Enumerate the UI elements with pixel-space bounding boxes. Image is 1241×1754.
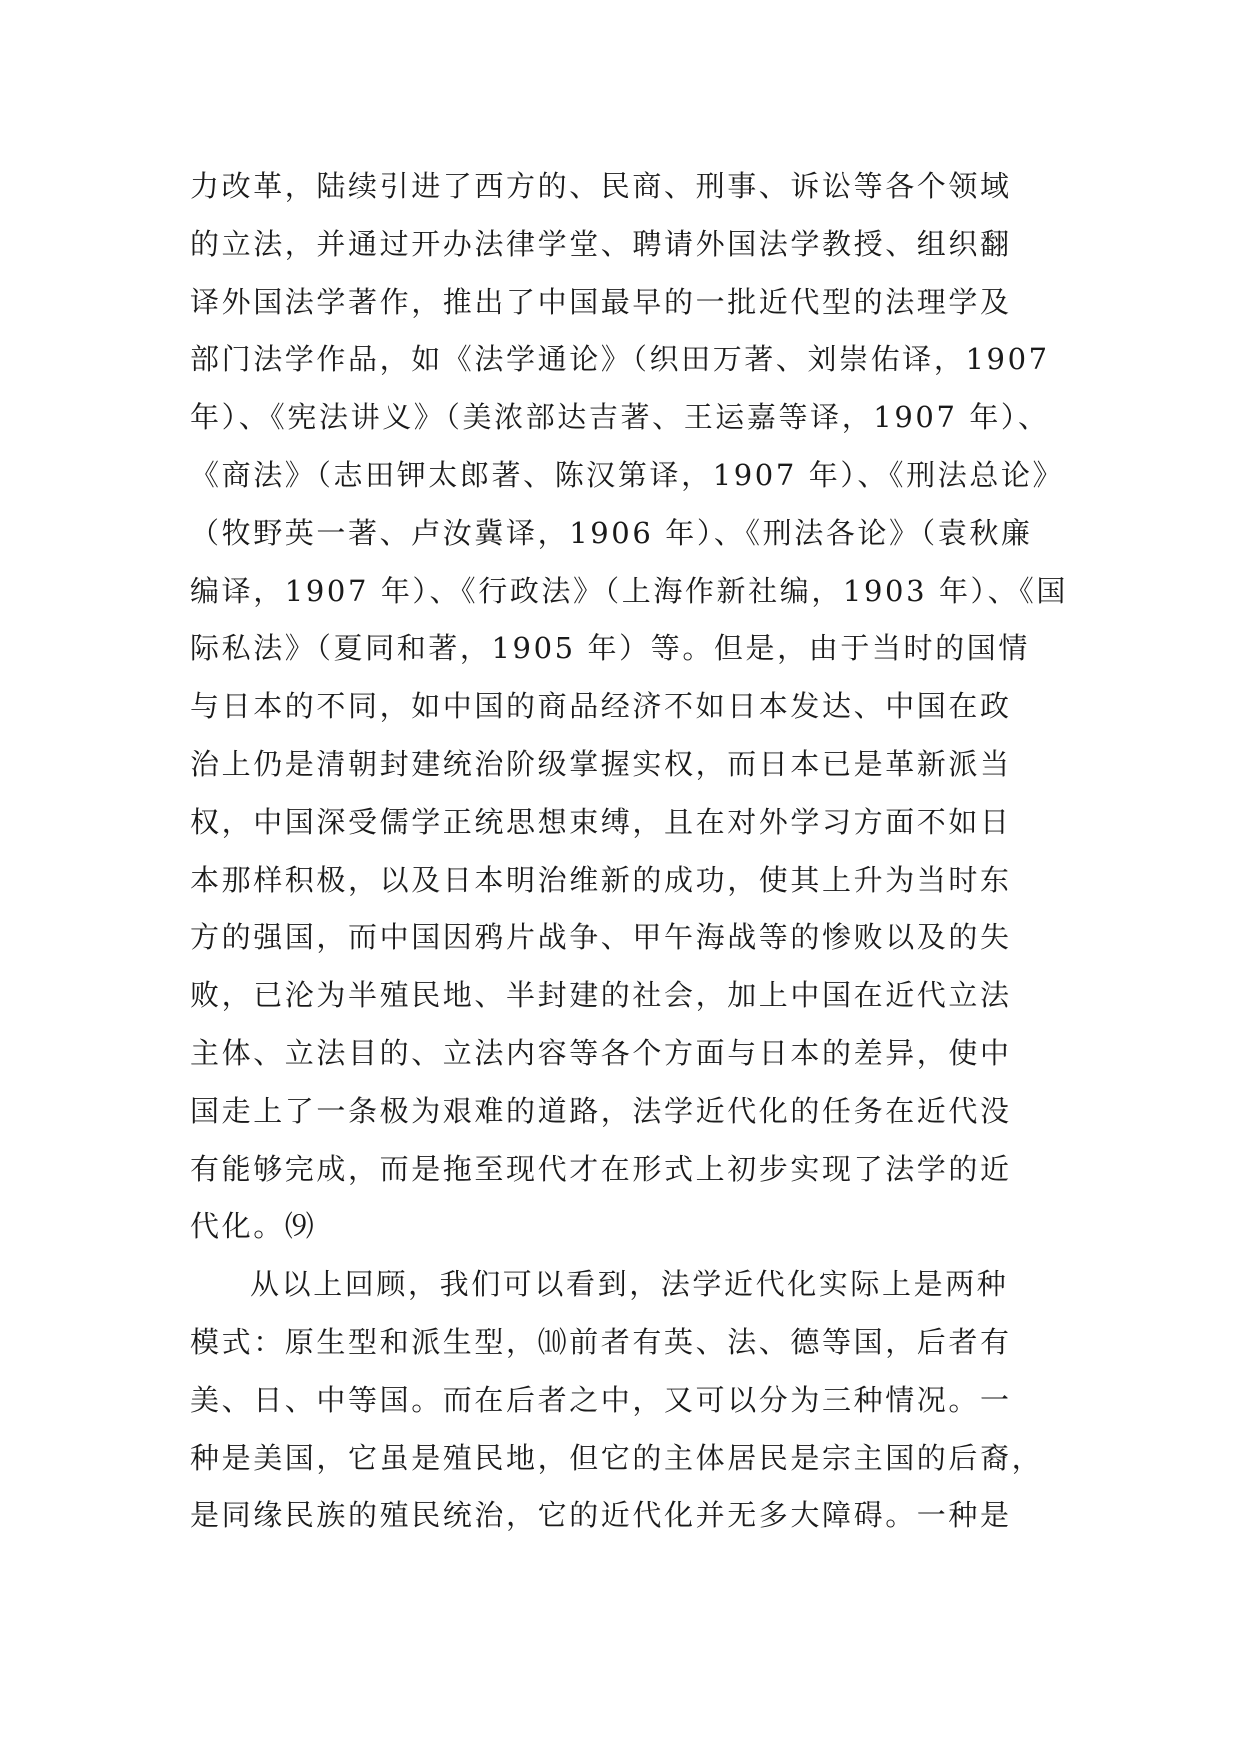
text-line: 败，已沦为半殖民地、半封建的社会，加上中国在近代立法 [190, 978, 1012, 1013]
text-line: 权，中国深受儒学正统思想束缚，且在对外学习方面不如日 [190, 804, 1012, 839]
text-line: 部门法学作品，如《法学通论》（织田万著、刘崇佑译，1907 [190, 342, 1050, 377]
text-line: 模式：原生型和派生型，⑽前者有英、法、德等国，后者有 [190, 1324, 1012, 1359]
text-line: 有能够完成，而是拖至现代才在形式上初步实现了法学的近 [190, 1151, 1012, 1186]
text-line: 本那样积极，以及日本明治维新的成功，使其上升为当时东 [190, 862, 1012, 897]
text-line: （牧野英一著、卢汝冀译，1906 年）、《刑法各论》（袁秋廉 [190, 515, 1033, 550]
text-line: 方的强国，而中国因鸦片战争、甲午海战等的惨败以及的失 [190, 920, 1012, 955]
paragraph [190, 1256, 1090, 1545]
text-line: 美、日、中等国。而在后者之中，又可以分为三种情况。一 [190, 1382, 1012, 1417]
text-line: 力改革，陆续引进了西方的、民商、刑事、诉讼等各个领域 [190, 169, 1012, 203]
text-line: 译外国法学著作，推出了中国最早的一批近代型的法理学及 [190, 284, 1012, 319]
text-line: 年）、《宪法讲义》（美浓部达吉著、王运嘉等译，1907 年）、 [190, 400, 1050, 435]
text-line: 际私法》（夏同和著，1905 年）等。但是，由于当时的国情 [190, 631, 1030, 666]
body-text [190, 158, 1090, 1545]
text-line: 编译，1907 年）、《行政法》（上海作新社编，1903 年）、《国 [190, 573, 1068, 608]
text-line: 《商法》（志田钾太郎著、陈汉第译，1907 年）、《刑法总论》 [190, 457, 1065, 492]
text-line: 国走上了一条极为艰难的道路，法学近代化的任务在近代没 [190, 1093, 1012, 1128]
paragraph [190, 158, 1090, 1256]
text-line: 是同缘民族的殖民统治，它的近代化并无多大障碍。一种是 [190, 1498, 1012, 1533]
text-line: 治上仍是清朝封建统治阶级掌握实权，而日本已是革新派当 [190, 746, 1012, 781]
text-line: 与日本的不同，如中国的商品经济不如日本发达、中国在政 [190, 689, 1012, 724]
text-line: 代化。⑼ [190, 1209, 317, 1244]
text-line: 种是美国，它虽是殖民地，但它的主体居民是宗主国的后裔， [190, 1440, 1044, 1475]
text-line: 的立法，并通过开办法律学堂、聘请外国法学教授、组织翻 [190, 226, 1012, 261]
text-line: 从以上回顾，我们可以看到，法学近代化实际上是两种 [250, 1267, 1009, 1302]
text-line: 主体、立法目的、立法内容等各个方面与日本的差异，使中 [190, 1035, 1012, 1070]
